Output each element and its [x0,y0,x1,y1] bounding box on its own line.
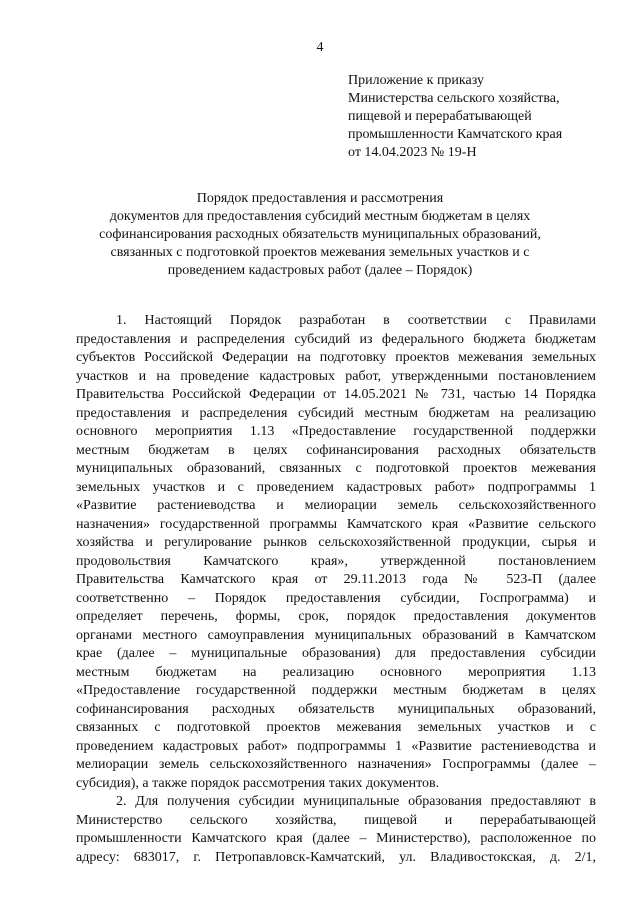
attachment-line: Приложение к приказу [348,73,484,88]
attachment-line: Министерства сельского хозяйства, [348,91,560,106]
text-line: местным бюджетам на реализацию основного мероприятия 1.13 [76,664,596,680]
text-line: Правительства Российской Федерации от 14.05.2021 № 731, частью 14 Порядка [76,387,596,402]
text-line: «Предоставление государственной поддержки местным бюджетам в целях [76,683,596,698]
text-line: основного мероприятия 1.13 «Предоставление государственной поддержки [76,424,596,439]
title-line: проведением кадастровых работ (далее – Порядок) [167,263,473,278]
title-line: связанных с подготовкой проектов межевания земельных участков и с [110,245,530,260]
text-line: органами местного самоуправления муниципальных образований в Камчатском [76,627,596,643]
text-line: муниципальных образований, связанных с подготовкой проектов межевания [76,461,596,476]
title-line: софинансирования расходных обязательств муниципальных образований, [99,227,541,242]
text-line: Правительства Камчатского края от 29.11.2013 года № 523-П (далее [76,572,596,587]
page-number: 4 [316,40,324,55]
text-line: Министерство сельского хозяйства, пищевой и перерабатывающей [76,812,596,828]
text-line: соответственно – Порядок предоставления субсидии, Госпрограмма) и [76,590,596,606]
text-line: связанных с подготовкой проектов межевания земельных участков и с [76,720,596,735]
text-line: 1. Настоящий Порядок разработан в соответствии с Правилами [116,313,596,328]
text-line: «Развитие растениеводства и мелиорации земель сельскохозяйственного [76,498,596,513]
attachment-line: промышленности Камчатского края [348,127,563,142]
text-line: продовольствия Камчатского края», утвержденной постановлением [76,553,596,569]
attachment-line: пищевой и перерабатывающей [348,109,532,124]
text-line: адресу: 683017, г. Петропавловск-Камчатский, ул. Владивостокская, д. 2/1, [76,849,596,865]
text-line: проведением кадастровых работ» подпрограммы 1 «Развитие растениеводства и [76,738,596,754]
text-line: субсидия), а также порядок рассмотрения таких документов. [76,775,440,791]
text-line: хозяйства и регулирование рынков сельскохозяйственной продукции, сырья и [76,535,596,550]
text-line: субъектов Российской Федерации на подготовку проектов межевания земельных [76,350,596,365]
paragraph-1 [76,312,596,793]
text-line: местным бюджетам в целях софинансирования расходных обязательств [76,442,596,458]
document-body [76,312,596,867]
attachment-line: от 14.04.2023 № 19-Н [348,145,477,160]
text-line: промышленности Камчатского края (далее – Министерство), расположенное по [76,831,596,846]
document-title [0,190,640,280]
text-line: мелиорации земель сельскохозяйственного назначения» Госпрограммы (далее – [76,757,596,772]
text-line: участков и на проведение кадастровых работ, утвержденными постановлением [76,368,596,384]
text-line: предоставления и распределения субсидий из федерального бюджета бюджетам [76,331,596,347]
text-line: софинансирования расходных обязательств муниципальных образований, [76,701,596,717]
text-line: крае (далее – муниципальные образования) для предоставления субсидии [76,646,596,661]
text-line: предоставления и распределения субсидий местным бюджетам на реализацию [76,405,596,421]
paragraph-2 [76,793,596,867]
title-line: Порядок предоставления и рассмотрения [196,191,444,206]
title-line: документов для предоставления субсидий местным бюджетам в целях [109,209,531,224]
text-line: 2. Для получения субсидии муниципальные образования предоставляют в [116,794,596,809]
text-line: земельных участков и с проведением кадастровых работ» подпрограммы 1 [76,479,596,495]
text-line: определяет перечень, формы, срок, порядок предоставления документов [76,609,596,624]
text-line: назначения» государственной программы Камчатского края «Развитие сельского [76,516,596,532]
attachment-note [348,72,618,162]
